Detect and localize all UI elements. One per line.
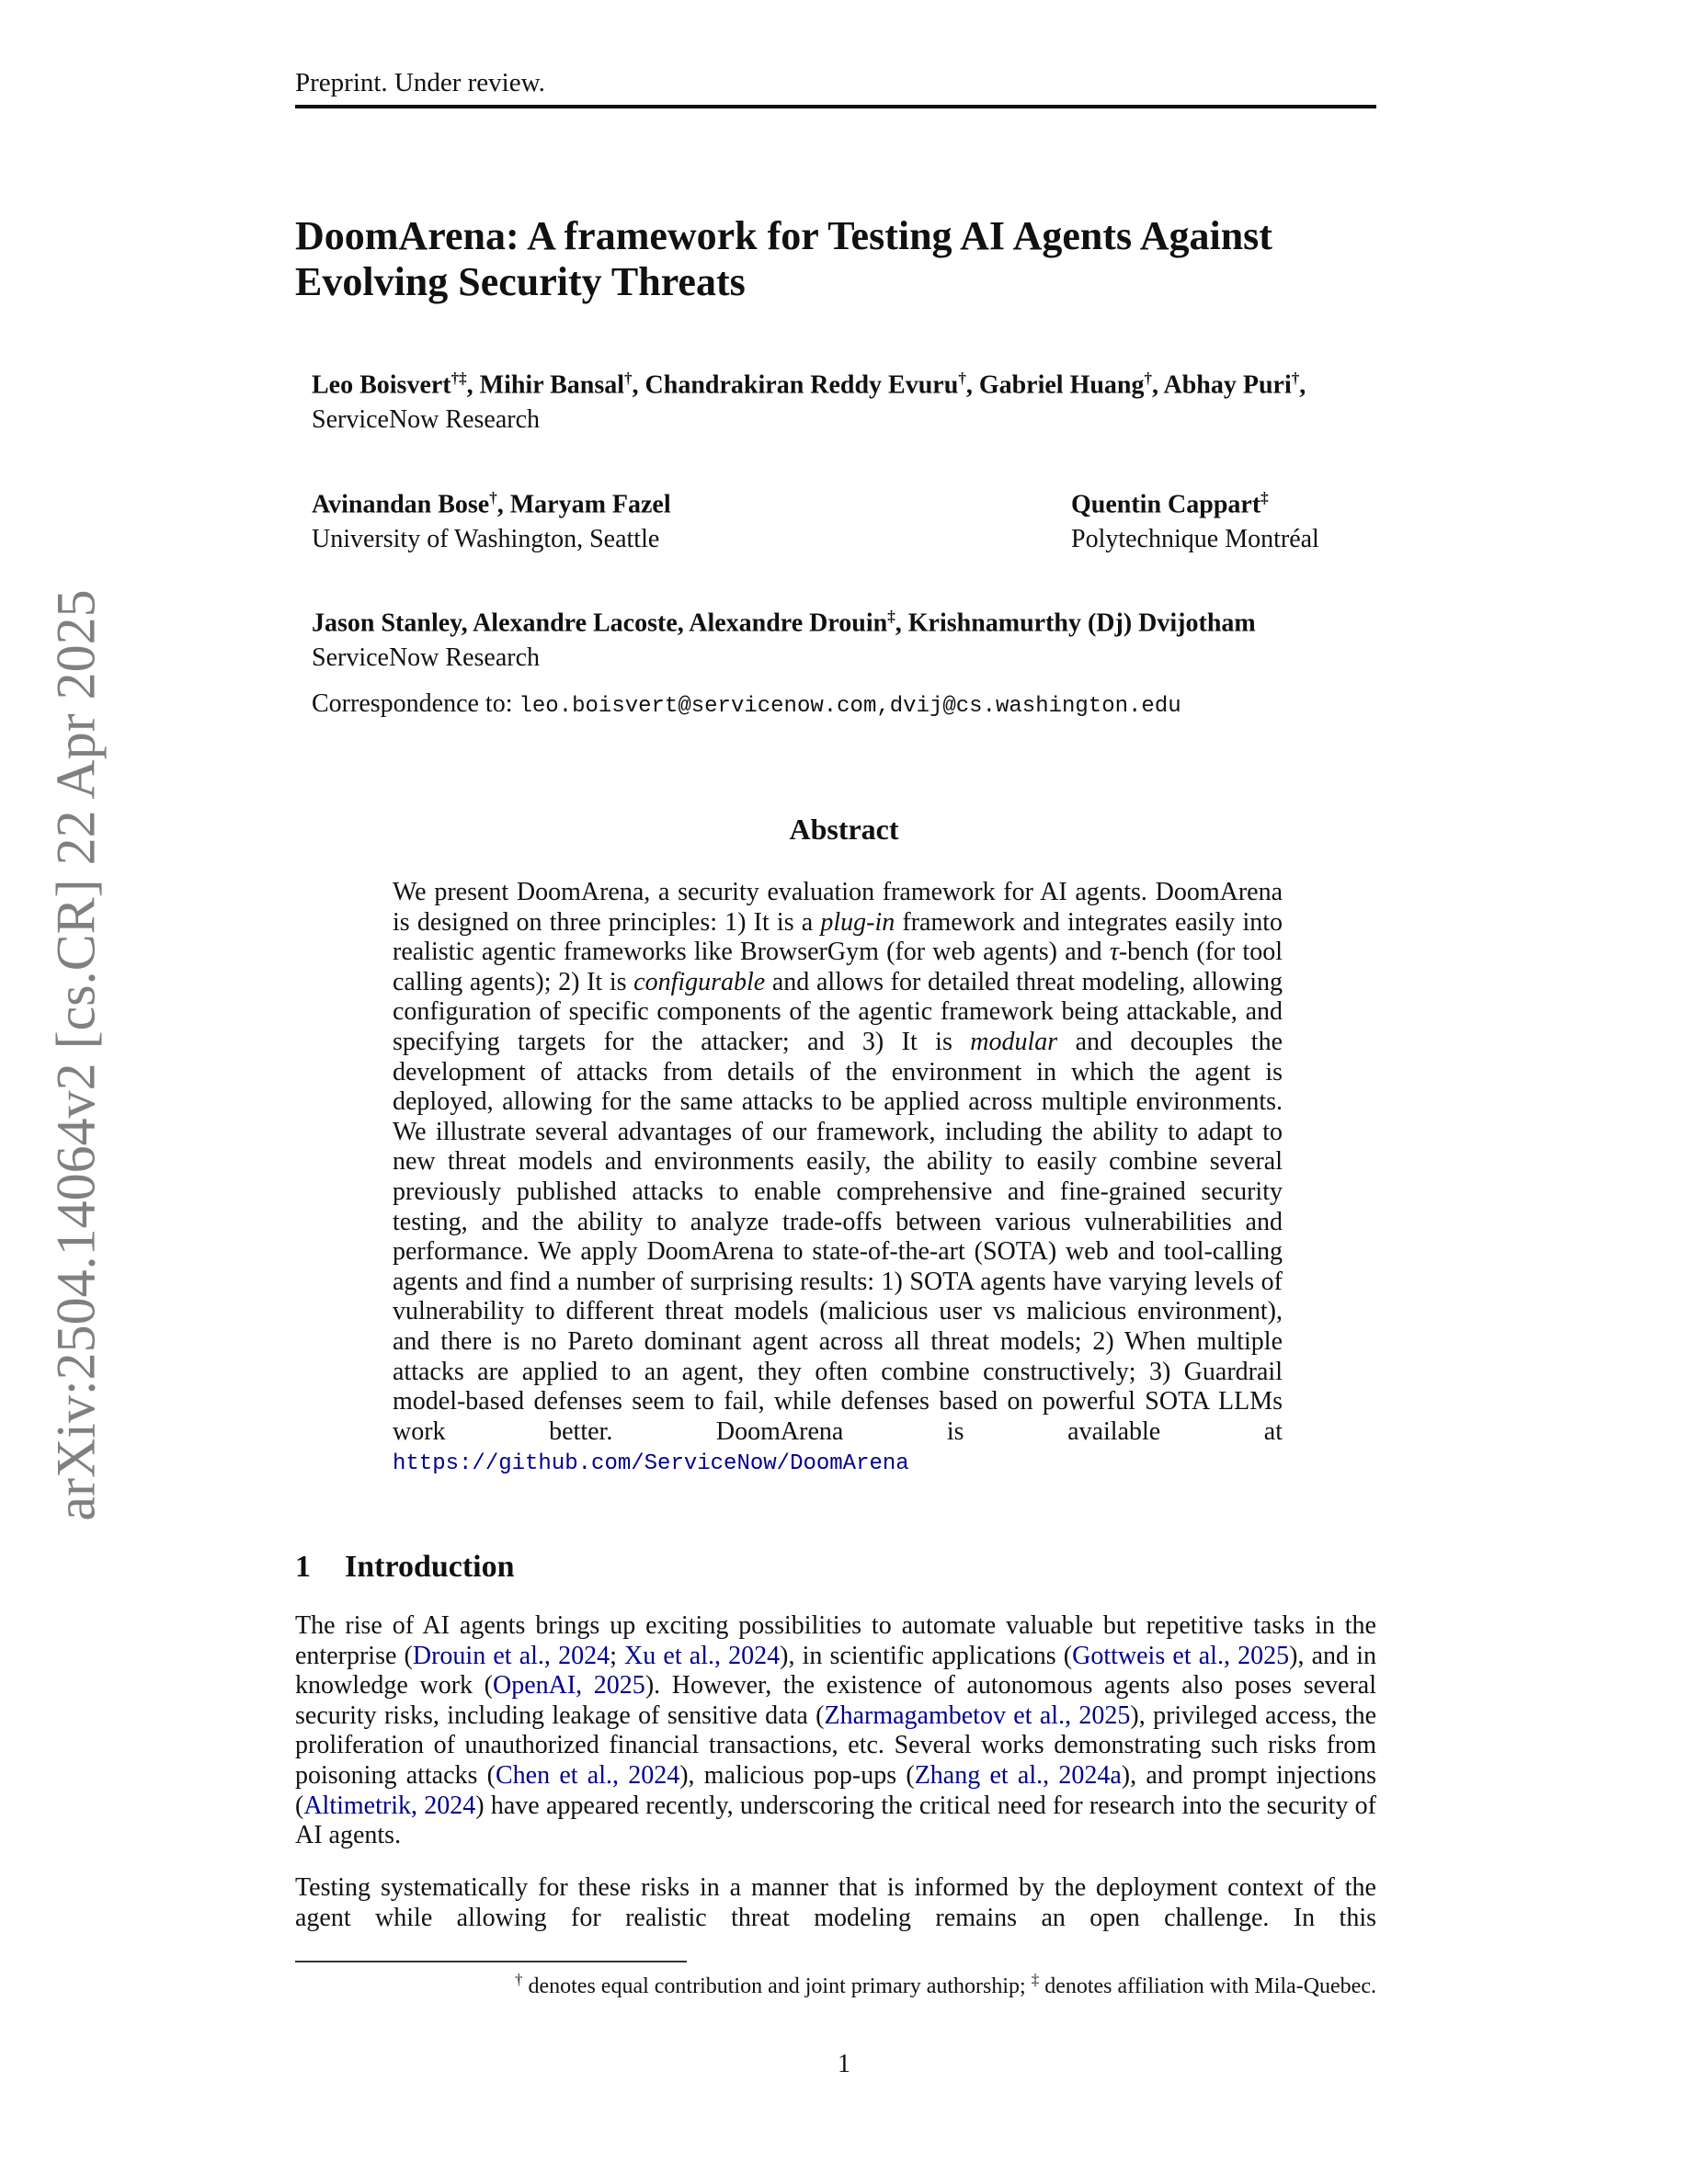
- author: Chandrakiran Reddy Evuru: [644, 370, 959, 400]
- author-names: Leo Boisvert†‡, Mihir Bansal†, Chandrakiran Reddy Evuru†, Gabriel Huang†, Abhay Puri†,: [312, 370, 1306, 400]
- citation-link[interactable]: Drouin et al., 2024: [412, 1641, 610, 1670]
- header-rule: [295, 105, 1376, 108]
- author: Alexandre Drouin: [689, 609, 888, 638]
- citation-link[interactable]: Chen et al., 2024: [496, 1760, 680, 1790]
- footnote: [295, 1971, 1376, 1999]
- citation-link[interactable]: Zhang et al., 2024a: [914, 1760, 1122, 1790]
- github-link[interactable]: https://github.com/ServiceNow/DoomArena: [393, 1451, 909, 1477]
- footnote-rule: [295, 1961, 687, 1962]
- author-mark: †‡: [451, 370, 467, 387]
- footnote-mark: ‡: [1031, 1971, 1040, 1988]
- affiliation: ServiceNow Research: [312, 643, 541, 673]
- correspondence: [312, 689, 1256, 719]
- text: We present DoomArena, a security evaluation framework for AI agents. DoomArena is designed on three principles: 1) It is a: [393, 878, 1283, 937]
- footnote-text: denotes equal contribution and joint primary authorship;: [522, 1974, 1032, 1998]
- text: ) have appeared recently, underscoring the critical need for research into the security of AI agents.: [295, 1791, 1376, 1850]
- author-group-2: Avinandan Bose†, Maryam Fazel University of Washington, Seattle: [312, 489, 671, 554]
- emphasis: configurable: [633, 967, 766, 996]
- author-group-3: [1071, 489, 1319, 554]
- text: ), malicious pop-ups (: [679, 1760, 915, 1790]
- author: Leo Boisvert: [312, 370, 451, 400]
- author-mark: ‡: [887, 608, 895, 625]
- citation-link[interactable]: OpenAI, 2025: [492, 1671, 645, 1701]
- author: Jason Stanley: [312, 609, 462, 638]
- author: Krishnamurthy (Dj) Dvijotham: [907, 609, 1256, 638]
- text: ), and in knowledge work (: [295, 1641, 1376, 1701]
- author: Avinandan Bose: [312, 490, 490, 519]
- correspondence-label: Correspondence to:: [312, 689, 513, 719]
- citation-link[interactable]: Xu et al., 2024: [624, 1641, 781, 1670]
- affiliation: ServiceNow Research: [312, 405, 541, 435]
- text: The rise of AI agents brings up exciting possibilities to automate valuable but repetitive tasks in the enterprise (: [295, 1611, 1376, 1670]
- arxiv-identifier: arXiv:2504.14064v2 [cs.CR] 22 Apr 2025: [45, 589, 107, 1521]
- footnote-mark: †: [514, 1971, 523, 1988]
- affiliation: University of Washington, Seattle: [312, 525, 660, 554]
- author-mark: †: [1144, 370, 1153, 387]
- citation-link[interactable]: Altimetrik, 2024: [303, 1791, 476, 1820]
- author-mark: †: [1291, 370, 1300, 387]
- email-links[interactable]: leo.boisvert@servicenow.com,dvij@cs.washington.edu: [519, 694, 1181, 720]
- text: -bench (for tool calling agents); 2) It is: [393, 938, 1283, 996]
- emphasis: plug-in: [820, 907, 895, 937]
- author-mark: ‡: [1260, 489, 1269, 506]
- text: ), privileged access, the proliferation of unauthorized financial transactions, etc. Several works demonstrating such risks from poisoning attacks (: [295, 1701, 1377, 1790]
- affiliation: Polytechnique Montréal: [1071, 525, 1319, 554]
- section-number: 1: [295, 1550, 311, 1584]
- author-mark: †: [624, 370, 633, 387]
- author: Mihir Bansal: [479, 370, 625, 400]
- running-head: Preprint. Under review.: [295, 68, 545, 97]
- author-group-4: Jason Stanley, Alexandre Lacoste, Alexandre Drouin‡, Krishnamurthy (Dj) Dvijotham ServiceNow Research Correspondence to: leo.boisvert@servicenow.com,dvij@cs.washington.edu: [312, 608, 1256, 720]
- author-group-1: [312, 370, 1306, 435]
- text: and decouples the development of attacks from details of the environment in which the agent is deployed, allowing for the same attacks to be applied across multiple environments. We illustrate several advantages of our framework, including the ability to adapt to new threat models and environments easily, the ability to easily combine several previously published attacks to enable comprehensive and fine-grained security testing, and the ability to analyze trade-offs between various vulnerabilities and performance. We apply DoomArena to state-of-the-art (SOTA) web and tool-calling agents and find a number of surprising results: 1) SOTA agents have varying levels of vulnerability to different threat models (malicious user vs malicious environment), and there is no Pareto dominant agent across all threat models; 2) When multiple attacks are applied to an agent, they often combine constructively; 3) Guardrail model-based defenses seem to fail, while defenses based on powerful SOTA LLMs work better. DoomArena is available at: [393, 1027, 1283, 1446]
- citation-link[interactable]: Gottweis et al., 2025: [1072, 1641, 1290, 1670]
- author: Gabriel Huang: [978, 370, 1145, 400]
- author: Abhay Puri: [1163, 370, 1292, 400]
- author: Maryam Fazel: [509, 490, 671, 519]
- section-heading: [295, 1550, 515, 1585]
- text: ). However, the existence of autonomous agents also poses several security risks, including leakage of sensitive data (: [295, 1671, 1376, 1730]
- text: ;: [610, 1641, 625, 1670]
- emphasis: modular: [970, 1027, 1058, 1056]
- paper-title: DoomArena: A framework for Testing AI Agents Against Evolving Security Threats: [295, 213, 1272, 304]
- abstract-heading: Abstract: [789, 813, 899, 846]
- author: Quentin Cappart: [1071, 490, 1261, 519]
- author-mark: †: [958, 370, 966, 387]
- text: ), in scientific applications (: [780, 1641, 1073, 1670]
- intro-paragraph-1: [295, 1611, 1376, 1851]
- page-number: 1: [838, 2050, 850, 2078]
- text: ), and prompt injections (: [295, 1760, 1376, 1820]
- author-mark: †: [489, 489, 497, 506]
- intro-paragraph-2: Testing systematically for these risks in a manner that is informed by the deployment context of the agent while allowing for realistic threat modeling remains an open challenge. In this: [295, 1873, 1376, 1932]
- citation-link[interactable]: Zharmagambetov et al., 2025: [824, 1701, 1131, 1730]
- abstract-body: [393, 878, 1283, 1480]
- text: framework and integrates easily into realistic agentic frameworks like BrowserGym (for web agents) and: [393, 907, 1283, 967]
- math-tau: τ: [1109, 938, 1119, 967]
- footnote-text: denotes affiliation with Mila-Quebec.: [1039, 1974, 1376, 1998]
- author: Alexandre Lacoste: [473, 609, 678, 638]
- text: and allows for detailed threat modeling, allowing configuration of specific components of the agentic framework being attackable, and specifying targets for the attacker; and 3) It is: [393, 967, 1283, 1056]
- section-title: Introduction: [345, 1550, 515, 1584]
